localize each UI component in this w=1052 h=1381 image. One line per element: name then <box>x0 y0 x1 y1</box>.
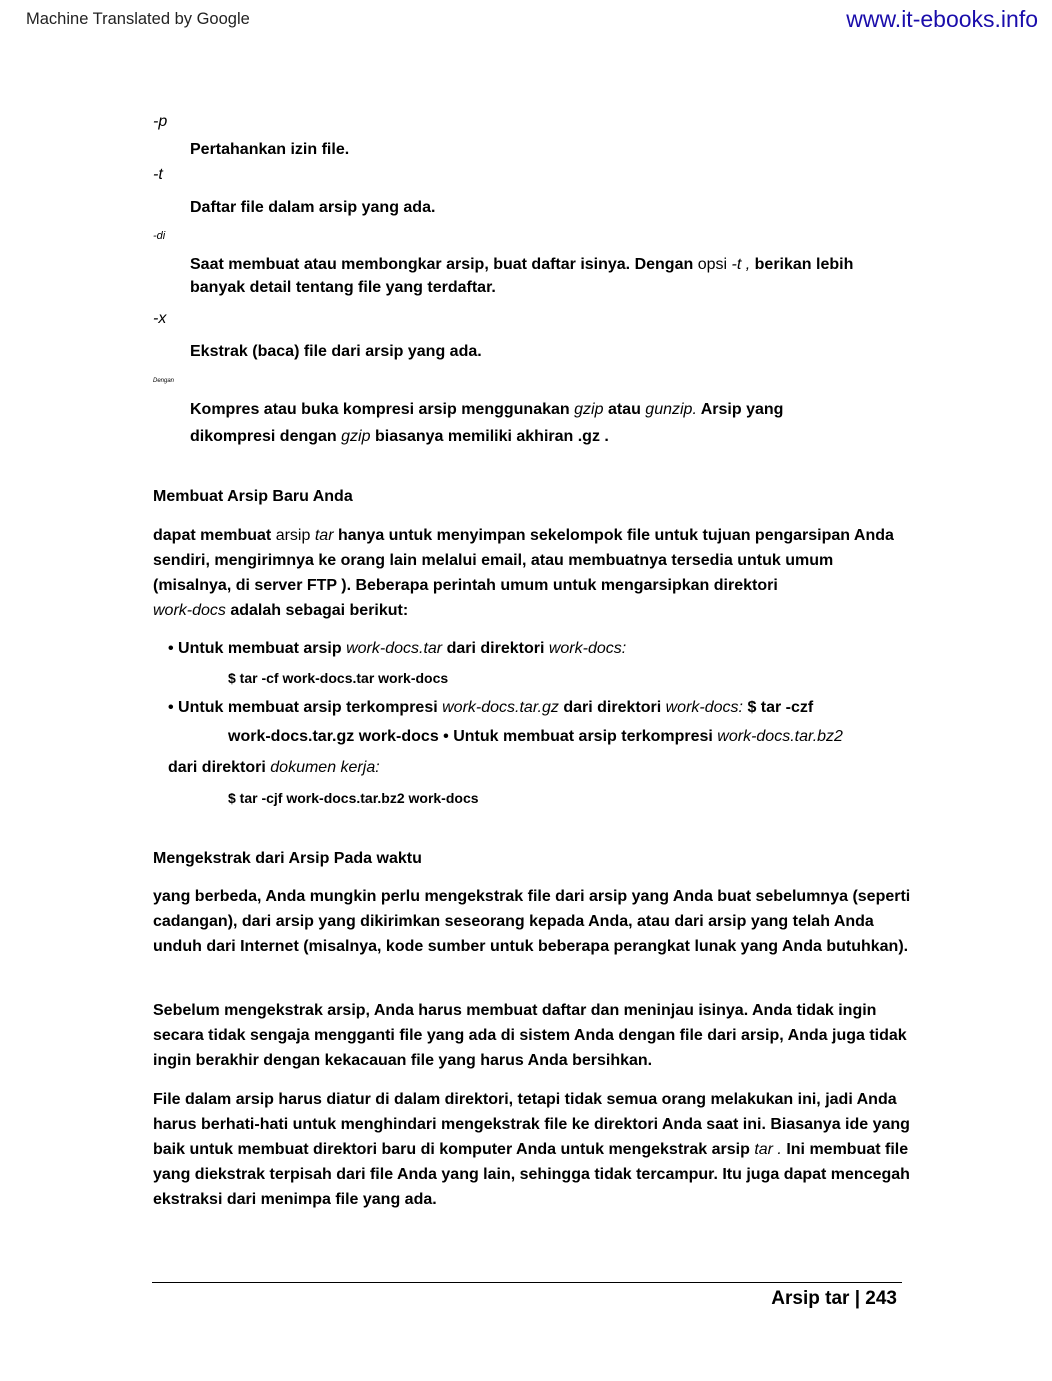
bullet-create-targz: • Untuk membuat arsip terkompresi work-docs.tar.gz dari direktori work-docs: $ tar -czf <box>168 699 814 716</box>
option-flag-di: -di <box>153 230 166 242</box>
code-create-tarbz2: $ tar -cjf work-docs.tar.bz2 work-docs <box>228 790 479 806</box>
option-flag-t: -t <box>153 166 163 183</box>
option-desc-z: Kompres atau buka kompresi arsip menggunakan gzip atau gunzip. Arsip yang dikompresi dengan gzip biasanya memiliki akhiran .gz . <box>190 401 784 445</box>
section-extract-paragraph-1: yang berbeda, Anda mungkin perlu mengekstrak file dari arsip yang Anda buat sebelumnya (seperti cadangan), dari arsip yang dikirimkan seseorang kepada Anda, atau dari arsip yang telah Anda unduh dari Internet (misalnya, kode sumber untuk beberapa perangkat lunak yang Anda butuhkan). <box>153 888 911 955</box>
option-desc-p: Pertahankan izin file. <box>190 141 350 158</box>
option-desc-t: Daftar file dalam arsip yang ada. <box>190 199 436 216</box>
page-footer: Arsip tar | 243 <box>771 1288 897 1309</box>
bullet-create-tarbz2-dir: dari direktori dokumen kerja: <box>168 759 380 776</box>
footer-rule <box>152 1282 902 1283</box>
option-flag-z: Dengan <box>153 378 175 384</box>
option-flag-p: -p <box>153 113 168 130</box>
option-flag-x: -x <box>153 310 167 327</box>
option-desc-di: Saat membuat atau membongkar arsip, buat daftar isinya. Dengan opsi -t , berikan lebih banyak detail tentang file yang terdaftar. <box>190 256 854 296</box>
bullet-create-tar: • Untuk membuat arsip work-docs.tar dari direktori work-docs: <box>168 640 627 657</box>
option-desc-x: Ekstrak (baca) file dari arsip yang ada. <box>190 343 482 360</box>
section-create-paragraph: dapat membuat arsip tar hanya untuk menyimpan sekelompok file untuk tujuan pengarsipan Anda sendiri, mengirimnya ke orang lain melalui email, atau membuatnya tersedia untuk umum (misalnya, di server FTP ). Beberapa perintah umum untuk mengarsipkan direktori work-docs adalah sebagai berikut: <box>153 527 894 619</box>
section-heading-extract: Mengekstrak dari Arsip Pada waktu <box>153 850 422 867</box>
section-heading-create: Membuat Arsip Baru Anda <box>153 488 353 505</box>
bullet-create-tarbz2-line: work-docs.tar.gz work-docs • Untuk membuat arsip terkompresi work-docs.tar.bz2 <box>228 728 843 745</box>
machine-translated-label: Machine Translated by Google <box>26 10 250 28</box>
site-link[interactable]: www.it-ebooks.info <box>846 6 1038 32</box>
section-extract-paragraph-2: Sebelum mengekstrak arsip, Anda harus membuat daftar dan meninjau isinya. Anda tidak ingin secara tidak sengaja mengganti file yang ada di sistem Anda dengan file dari arsip, Anda juga tidak ingin berakhir dengan kekacauan file yang harus Anda bersihkan. <box>153 1002 907 1069</box>
code-create-tar: $ tar -cf work-docs.tar work-docs <box>228 670 449 686</box>
section-extract-paragraph-3: File dalam arsip harus diatur di dalam direktori, tetapi tidak semua orang melakukan ini, jadi Anda harus berhati-hati untuk menghindari mengekstrak file ke direktori Anda saat ini. Biasanya ide yang baik untuk membuat direktori baru di komputer Anda untuk mengekstrak arsip tar . Ini membuat file yang diekstrak terpisah dari file Anda yang lain, sehingga tidak tercampur. Itu juga dapat mencegah ekstraksi dari menimpa file yang ada. <box>153 1091 910 1208</box>
